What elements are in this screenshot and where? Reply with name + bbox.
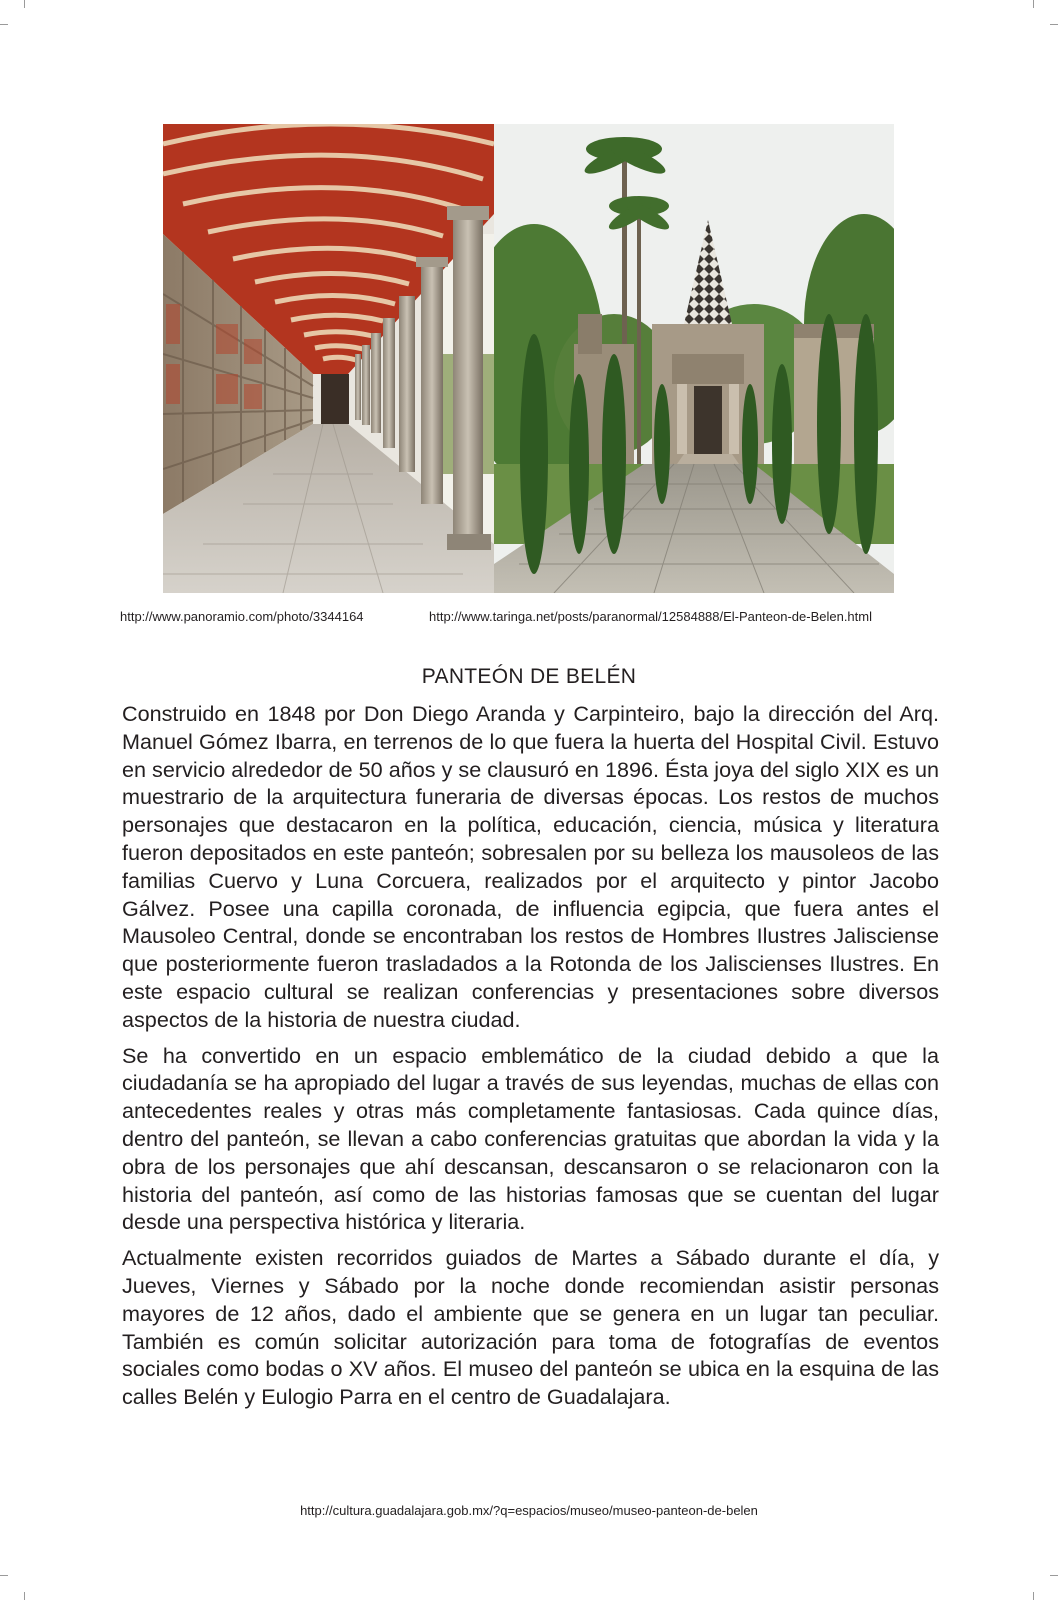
crop-mark-bottom-right-v	[1033, 1592, 1034, 1600]
article-body	[122, 700, 939, 1419]
credit-cemetery-chapel: http://www.taringa.net/posts/paranormal/12584888/El-Panteon-de-Belen.html	[429, 609, 872, 624]
crop-mark-bottom-right-h	[1050, 1575, 1058, 1576]
crop-mark-top-right-h	[1050, 24, 1058, 25]
paragraph-history: Construido en 1848 por Don Diego Aranda y Carpinteiro, bajo la dirección del Arq. Manuel Gómez Ibarra, en terrenos de lo que fuera la huerta del Hospital Civil. Estuvo en servicio alrededor de 50 años y se clausuró en 1896. Ésta joya del siglo XIX es un muestrario de la arquitectura funeraria de diversas épocas. Los restos de muchos personajes que destacaron en la política, educación, ciencia, música y literatura fueron depositados en este panteón; sobresalen por su belleza los mausoleos de las familias Cuervo y Luna Corcuera, realizados por el arquitecto y pintor Jacobo Gálvez. Posee una capilla coronada, de influencia egipcia, que fuera antes el Mausoleo Central, donde se encontraban los restos de Hombres Ilustres Jalisciense que posteriormente fueron trasladados a la Rotonda de los Jaliscienses Ilustres. En este espacio cultural se realizan conferencias y presentaciones sobre diversos aspectos de la historia de nuestra ciudad.	[122, 701, 939, 1032]
crop-mark-bottom-left-v	[24, 1592, 25, 1600]
photo-credits	[0, 609, 1058, 627]
paragraph-tours: Actualmente existen recorridos guiados de Martes a Sábado durante el día, y Jueves, Viernes y Sábado por la noche donde recomiendan asistir personas mayores de 12 años, dado el ambiente que se genera en un lugar tan peculiar. También es común solicitar autorización para toma de fotografías de eventos sociales como bodas o XV años. El museo del panteón se ubica en la esquina de las calles Belén y Eulogio Parra en el centro de Guadalajara.	[122, 1245, 939, 1410]
crop-mark-top-left-h	[0, 24, 8, 25]
crop-mark-bottom-left-h	[0, 1575, 8, 1576]
crop-mark-top-left-v	[24, 0, 25, 8]
credit-arcade-corridor: http://www.panoramio.com/photo/3344164	[120, 609, 364, 624]
paragraph-legends: Se ha convertido en un espacio emblemático de la ciudad debido a que la ciudadanía se ha apropiado del lugar a través de sus leyendas, muchas de ellas con antecedentes reales y otras más completamente fantasiosas. Cada quince días, dentro del panteón, se llevan a cabo conferencias gratuitas que abordan la vida y la obra de los personajes que ahí descansan, descansaron o se relacionaron con la historia del panteón, así como de las historias famosas que se cuentan del lugar desde una perspectiva histórica y literaria.	[122, 1042, 939, 1235]
photo-cemetery-chapel	[494, 124, 894, 593]
crop-mark-top-right-v	[1033, 0, 1034, 8]
page-title: PANTEÓN DE BELÉN	[421, 665, 637, 688]
photo-arcade-corridor	[163, 124, 494, 593]
source-url: http://cultura.guadalajara.gob.mx/?q=espacios/museo/museo-panteon-de-belen	[300, 1503, 758, 1518]
